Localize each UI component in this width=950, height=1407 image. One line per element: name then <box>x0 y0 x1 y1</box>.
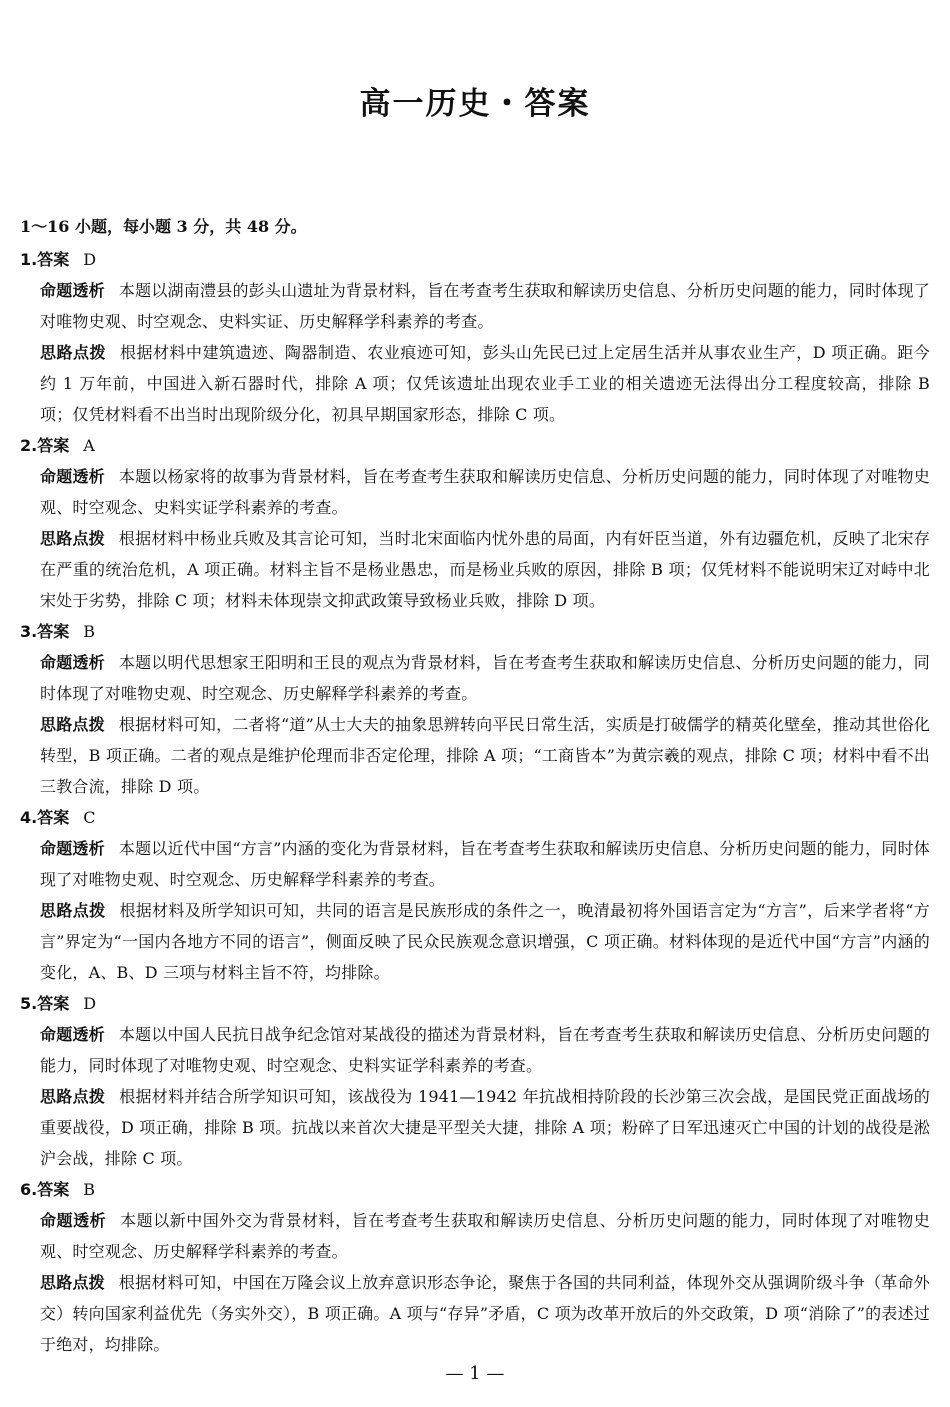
hint-label: 思路点拨 <box>40 1273 105 1292</box>
analysis-text: 本题以明代思想家王阳明和王艮的观点为背景材料，旨在考查考生获取和解读历史信息、分析历史问题的能力，同时体现了对唯物史观、时空观念、历史解释学科素养的考查。 <box>40 653 930 703</box>
analysis-paragraph <box>40 275 930 337</box>
answer-label: 答案 <box>37 808 70 827</box>
analysis-label: 命题透析 <box>40 467 105 486</box>
answer-line <box>20 1174 930 1205</box>
answer-value: B <box>83 622 95 641</box>
question-number: 1. <box>20 250 38 269</box>
analysis-label: 命题透析 <box>40 839 105 858</box>
answer-line <box>20 802 930 833</box>
hint-text: 根据材料可知，中国在万隆会议上放弃意识形态争论，聚焦于各国的共同利益，体现外交从强调阶级斗争（革命外交）转向国家利益优先（务实外交），B 项正确。A 项与“存异”矛盾，C 项为改革开放后的外交政策，D 项“消除了”的表述过于绝对，均排除。 <box>40 1273 930 1354</box>
analysis-label: 命题透析 <box>40 1025 105 1044</box>
hint-paragraph <box>40 1267 930 1360</box>
hint-text: 根据材料可知，二者将“道”从士大夫的抽象思辨转向平民日常生活，实质是打破儒学的精英化壁垒，推动其世俗化转型，B 项正确。二者的观点是维护伦理而非否定伦理，排除 A 项；“工商皆本”为黄宗羲的观点，排除 C 项；材料中看不出三教合流，排除 D 项。 <box>40 715 930 796</box>
answer-label: 答案 <box>37 622 70 641</box>
analysis-paragraph <box>40 1019 930 1081</box>
hint-label: 思路点拨 <box>40 901 106 920</box>
analysis-label: 命题透析 <box>40 281 105 300</box>
answer-value: C <box>83 808 96 827</box>
answer-line <box>20 988 930 1019</box>
answer-label: 答案 <box>37 250 70 269</box>
question-item <box>20 1174 930 1360</box>
answer-value: D <box>83 250 97 269</box>
analysis-text: 本题以新中国外交为背景材料，旨在考查考生获取和解读历史信息、分析历史问题的能力，同时体现了对唯物史观、时空观念、历史解释学科素养的考查。 <box>40 1211 930 1261</box>
question-item <box>20 988 930 1174</box>
hint-paragraph <box>40 1081 930 1174</box>
question-item <box>20 244 930 430</box>
answer-value: D <box>83 994 97 1013</box>
question-number: 2. <box>20 436 38 455</box>
answer-label: 答案 <box>37 436 70 455</box>
question-number: 5. <box>20 994 38 1013</box>
hint-text: 根据材料并结合所学知识可知，该战役为 1941—1942 年抗战相持阶段的长沙第三次会战，是国民党正面战场的重要战役，D 项正确，排除 B 项。抗战以来首次大捷是平型关大捷，排除 A 项；粉碎了日军迅速灭亡中国的计划的战役是淞沪会战，排除 C 项。 <box>40 1087 930 1168</box>
analysis-text: 本题以中国人民抗日战争纪念馆对某战役的描述为背景材料，旨在考查考生获取和解读历史信息、分析历史问题的能力，同时体现了对唯物史观、时空观念、史料实证学科素养的考查。 <box>40 1025 930 1075</box>
hint-paragraph <box>40 337 930 430</box>
question-number: 6. <box>20 1180 38 1199</box>
answer-list <box>20 244 930 1360</box>
hint-text: 根据材料中杨业兵败及其言论可知，当时北宋面临内忧外患的局面，内有奸臣当道，外有边疆危机，反映了北宋存在严重的统治危机，A 项正确。材料主旨不是杨业愚忠，而是杨业兵败的原因，排除 B 项；仅凭材料不能说明宋辽对峙中北宋处于劣势，排除 C 项；材料未体现崇文抑武政策导致杨业兵败，排除 D 项。 <box>40 529 930 610</box>
analysis-text: 本题以杨家将的故事为背景材料，旨在考查考生获取和解读历史信息、分析历史问题的能力，同时体现了对唯物史观、时空观念、史料实证学科素养的考查。 <box>40 467 930 517</box>
hint-label: 思路点拨 <box>40 529 105 548</box>
hint-paragraph <box>40 895 930 988</box>
answer-value: A <box>83 436 95 455</box>
answer-line <box>20 244 930 275</box>
hint-text: 根据材料中建筑遗迹、陶器制造、农业痕迹可知，彭头山先民已过上定居生活并从事农业生产，D 项正确。距今约 1 万年前，中国进入新石器时代，排除 A 项；仅凭该遗址出现农业手工业的相关遗迹无法得出分工程度较高，排除 B 项；仅凭材料看不出当时出现阶级分化，初具早期国家形态，排除 C 项。 <box>40 343 930 424</box>
hint-paragraph <box>40 523 930 616</box>
answer-label: 答案 <box>37 994 70 1013</box>
answer-line <box>20 616 930 647</box>
hint-label: 思路点拨 <box>40 715 105 734</box>
analysis-text: 本题以近代中国“方言”内涵的变化为背景材料，旨在考查考生获取和解读历史信息、分析历史问题的能力，同时体现了对唯物史观、时空观念、历史解释学科素养的考查。 <box>40 839 930 889</box>
question-number: 3. <box>20 622 38 641</box>
section-intro: 1～16 小题，每小题 3 分，共 48 分。 <box>20 217 307 236</box>
analysis-paragraph <box>40 461 930 523</box>
hint-label: 思路点拨 <box>40 343 106 362</box>
page-number: — 1 — <box>445 1363 505 1384</box>
analysis-label: 命题透析 <box>40 1211 107 1230</box>
analysis-label: 命题透析 <box>40 653 105 672</box>
answer-value: B <box>83 1180 95 1199</box>
analysis-text: 本题以湖南澧县的彭头山遗址为背景材料，旨在考查考生获取和解读历史信息、分析历史问题的能力，同时体现了对唯物史观、时空观念、史料实证、历史解释学科素养的考查。 <box>40 281 930 331</box>
analysis-paragraph <box>40 1205 930 1267</box>
hint-paragraph <box>40 709 930 802</box>
hint-label: 思路点拨 <box>40 1087 106 1106</box>
question-item <box>20 616 930 802</box>
analysis-paragraph <box>40 833 930 895</box>
answer-label: 答案 <box>37 1180 70 1199</box>
analysis-paragraph <box>40 647 930 709</box>
hint-text: 根据材料及所学知识可知，共同的语言是民族形成的条件之一，晚清最初将外国语言定为“方言”，后来学者将“方言”界定为“一国内各地方不同的语言”，侧面反映了民众民族观念意识增强，C 项正确。材料体现的是近代中国“方言”内涵的变化，A、B、D 三项与材料主旨不符，均排除。 <box>40 901 930 982</box>
answer-line <box>20 430 930 461</box>
question-number: 4. <box>20 808 38 827</box>
question-item <box>20 430 930 616</box>
page-title: 高一历史・答案 <box>359 86 591 122</box>
question-item <box>20 802 930 988</box>
